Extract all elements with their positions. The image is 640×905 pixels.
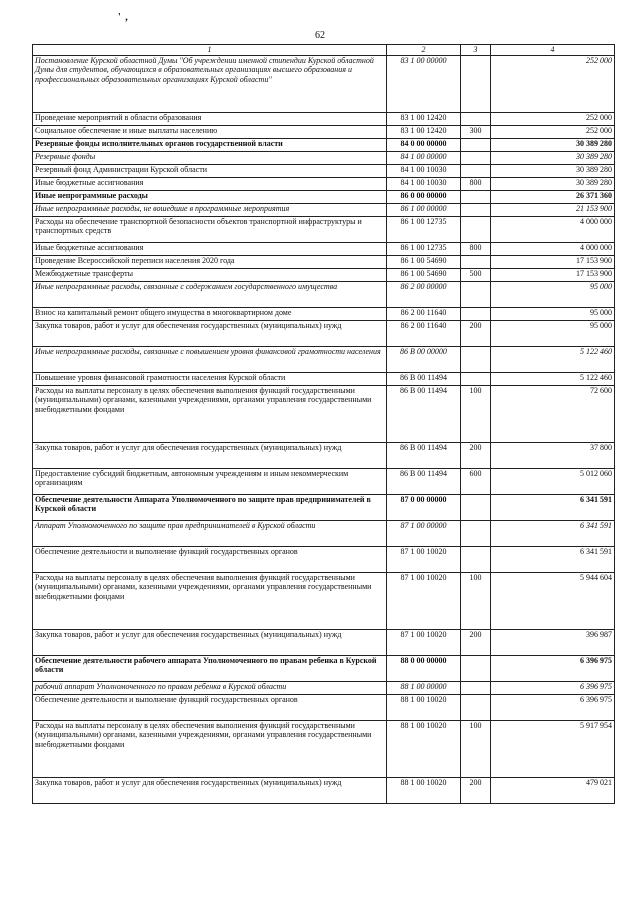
row-amount-cell: 5 012 060 [491,468,615,494]
row-name-cell: Расходы на выплаты персоналу в целях обеспечения выполнения функций государственными (муниципальными) органами, казенными учреждениями, органами управления государственными внебюджетными фондами [33,720,387,777]
row-name-cell: Социальное обеспечение и иные выплаты населению [33,125,387,138]
row-name-cell: Взнос на капитальный ремонт общего имущества в многоквартирном доме [33,307,387,320]
row-type-cell: 200 [461,442,491,468]
table-row [33,177,615,190]
row-name-cell: Резервный фонд Администрации Курской области [33,164,387,177]
row-amount-cell: 26 371 360 [491,190,615,203]
row-code-cell: 86 В 00 00000 [387,346,461,372]
table-row [33,125,615,138]
row-amount-cell: 6 341 591 [491,546,615,572]
row-code-cell: 86 В 00 11494 [387,442,461,468]
table-row [33,442,615,468]
row-amount-cell: 396 987 [491,629,615,655]
row-name-cell: Предоставление субсидий бюджетным, автономным учреждениям и иным некоммерческим организациям [33,468,387,494]
row-amount-cell: 95 000 [491,320,615,346]
header-cell-amount: 4 [491,45,615,56]
row-type-cell [461,190,491,203]
row-name-cell: Обеспечение деятельности Аппарата Уполномоченного по защите прав предпринимателей в Курской области [33,494,387,520]
row-amount-cell: 5 122 460 [491,372,615,385]
row-name-cell: Иные бюджетные ассигнования [33,177,387,190]
row-name-cell: Проведение мероприятий в области образования [33,112,387,125]
row-name-cell: Иные непрограммные расходы, связанные с содержанием государственного имущества [33,281,387,307]
table-row [33,694,615,720]
row-type-cell [461,112,491,125]
row-name-cell: Закупка товаров, работ и услуг для обеспечения государственных (муниципальных) нужд [33,442,387,468]
table-row [33,681,615,694]
row-amount-cell: 4 000 000 [491,216,615,242]
row-type-cell [461,694,491,720]
row-code-cell: 86 1 00 12735 [387,242,461,255]
row-code-cell: 88 1 00 10020 [387,694,461,720]
page-number: 62 [315,30,325,41]
row-amount-cell: 252 000 [491,112,615,125]
row-type-cell [461,164,491,177]
header-cell-code: 2 [387,45,461,56]
table-row [33,112,615,125]
row-name-cell: Расходы на обеспечение транспортной безопасности объектов транспортной инфраструктуры и транспортных средств [33,216,387,242]
table-row [33,138,615,151]
table-row [33,546,615,572]
table-row [33,242,615,255]
row-code-cell: 84 1 00 10030 [387,164,461,177]
corner-mark: ' , [118,12,129,23]
row-type-cell: 600 [461,468,491,494]
row-name-cell: Закупка товаров, работ и услуг для обеспечения государственных (муниципальных) нужд [33,629,387,655]
row-code-cell: 84 1 00 00000 [387,151,461,164]
table-row [33,190,615,203]
row-code-cell: 83 1 00 00000 [387,55,461,112]
row-name-cell: Иные непрограммные расходы, связанные с повышением уровня финансовой грамотности населения [33,346,387,372]
table-row [33,346,615,372]
row-type-cell [461,55,491,112]
row-type-cell: 200 [461,320,491,346]
row-amount-cell: 6 396 975 [491,655,615,681]
table-header-row [33,45,615,56]
row-type-cell [461,494,491,520]
row-code-cell: 86 1 00 54690 [387,255,461,268]
row-name-cell: Обеспечение деятельности и выполнение функций государственных органов [33,546,387,572]
budget-table-body [33,45,615,804]
row-code-cell: 86 2 00 11640 [387,320,461,346]
header-cell-type: 3 [461,45,491,56]
row-type-cell: 200 [461,629,491,655]
row-amount-cell: 21 153 900 [491,203,615,216]
table-row [33,720,615,777]
row-amount-cell: 4 000 000 [491,242,615,255]
row-name-cell: Расходы на выплаты персоналу в целях обеспечения выполнения функций государственными (муниципальными) органами, казенными учреждениями, органами управления государственными внебюджетными фондами [33,385,387,442]
row-type-cell: 800 [461,242,491,255]
row-type-cell [461,281,491,307]
row-code-cell: 88 1 00 10020 [387,720,461,777]
table-row [33,572,615,629]
table-row [33,203,615,216]
table-row [33,255,615,268]
row-name-cell: Иные непрограммные расходы, не вошедшие в программные мероприятия [33,203,387,216]
row-code-cell: 86 2 00 11640 [387,307,461,320]
row-amount-cell: 30 389 280 [491,164,615,177]
row-amount-cell: 72 600 [491,385,615,442]
header-cell-name: 1 [33,45,387,56]
row-code-cell: 84 0 00 00000 [387,138,461,151]
row-type-cell [461,681,491,694]
row-code-cell: 88 1 00 00000 [387,681,461,694]
row-amount-cell: 5 917 954 [491,720,615,777]
table-row [33,164,615,177]
table-row [33,307,615,320]
budget-table [32,44,615,804]
table-row [33,216,615,242]
table-row [33,55,615,112]
row-type-cell [461,655,491,681]
row-type-cell [461,307,491,320]
row-type-cell [461,203,491,216]
row-type-cell [461,346,491,372]
row-type-cell: 100 [461,385,491,442]
row-code-cell: 88 1 00 10020 [387,777,461,803]
table-row [33,777,615,803]
row-code-cell: 86 0 00 00000 [387,190,461,203]
row-name-cell: Закупка товаров, работ и услуг для обеспечения государственных (муниципальных) нужд [33,320,387,346]
row-amount-cell: 6 341 591 [491,494,615,520]
row-name-cell: Аппарат Уполномоченного по защите прав предпринимателей в Курской области [33,520,387,546]
row-code-cell: 86 2 00 00000 [387,281,461,307]
row-amount-cell: 6 396 975 [491,694,615,720]
table-row [33,372,615,385]
table-row [33,494,615,520]
row-name-cell: Иные непрограммные расходы [33,190,387,203]
row-code-cell: 83 1 00 12420 [387,125,461,138]
row-amount-cell: 30 389 280 [491,138,615,151]
row-type-cell [461,216,491,242]
row-type-cell [461,151,491,164]
row-code-cell: 88 0 00 00000 [387,655,461,681]
table-row [33,520,615,546]
row-amount-cell: 17 153 900 [491,268,615,281]
row-amount-cell: 6 396 975 [491,681,615,694]
row-code-cell: 83 1 00 12420 [387,112,461,125]
row-type-cell [461,372,491,385]
row-name-cell: рабочий аппарат Уполномоченного по правам ребенка в Курской области [33,681,387,694]
table-row [33,151,615,164]
row-code-cell: 84 1 00 10030 [387,177,461,190]
row-name-cell: Резервные фонды [33,151,387,164]
row-name-cell: Закупка товаров, работ и услуг для обеспечения государственных (муниципальных) нужд [33,777,387,803]
row-amount-cell: 5 122 460 [491,346,615,372]
row-name-cell: Иные бюджетные ассигнования [33,242,387,255]
row-type-cell [461,546,491,572]
row-type-cell: 200 [461,777,491,803]
table-row [33,629,615,655]
row-amount-cell: 479 021 [491,777,615,803]
row-amount-cell: 6 341 591 [491,520,615,546]
table-row [33,385,615,442]
row-type-cell [461,255,491,268]
row-name-cell: Проведение Всероссийской переписи населения 2020 года [33,255,387,268]
row-type-cell: 800 [461,177,491,190]
row-code-cell: 86 1 00 00000 [387,203,461,216]
row-code-cell: 86 1 00 54690 [387,268,461,281]
row-type-cell: 500 [461,268,491,281]
table-row [33,320,615,346]
row-code-cell: 87 1 00 00000 [387,520,461,546]
row-amount-cell: 37 800 [491,442,615,468]
row-amount-cell: 5 944 604 [491,572,615,629]
row-code-cell: 86 В 00 11494 [387,385,461,442]
row-name-cell: Расходы на выплаты персоналу в целях обеспечения выполнения функций государственными (муниципальными) органами, казенными учреждениями, органами управления государственными внебюджетными фондами [33,572,387,629]
row-name-cell: Повышение уровня финансовой грамотности населения Курской области [33,372,387,385]
row-amount-cell: 17 153 900 [491,255,615,268]
row-amount-cell: 95 000 [491,281,615,307]
row-code-cell: 86 В 00 11494 [387,468,461,494]
row-code-cell: 87 1 00 10020 [387,572,461,629]
row-type-cell: 300 [461,125,491,138]
row-amount-cell: 30 389 280 [491,177,615,190]
row-type-cell [461,138,491,151]
table-row [33,281,615,307]
row-type-cell: 100 [461,572,491,629]
row-code-cell: 87 0 00 00000 [387,494,461,520]
row-code-cell: 86 В 00 11494 [387,372,461,385]
row-type-cell [461,520,491,546]
row-name-cell: Обеспечение деятельности и выполнение функций государственных органов [33,694,387,720]
row-amount-cell: 30 389 280 [491,151,615,164]
row-type-cell: 100 [461,720,491,777]
table-row [33,268,615,281]
table-row [33,468,615,494]
table-row [33,655,615,681]
row-code-cell: 86 1 00 12735 [387,216,461,242]
row-amount-cell: 95 000 [491,307,615,320]
row-name-cell: Обеспечение деятельности рабочего аппарата Уполномоченного по правам ребенка в Курской области [33,655,387,681]
row-name-cell: Межбюджетные трансферты [33,268,387,281]
row-amount-cell: 252 000 [491,125,615,138]
row-code-cell: 87 1 00 10020 [387,546,461,572]
row-name-cell: Постановление Курской областной Думы "Об учреждении именной стипендии Курской областной Думы для студентов, обучающихся в образовательных организациях высшего образования и профессиональных образовательных организациях Курской области" [33,55,387,112]
row-name-cell: Резервные фонды исполнительных органов государственной власти [33,138,387,151]
row-amount-cell: 252 000 [491,55,615,112]
row-code-cell: 87 1 00 10020 [387,629,461,655]
